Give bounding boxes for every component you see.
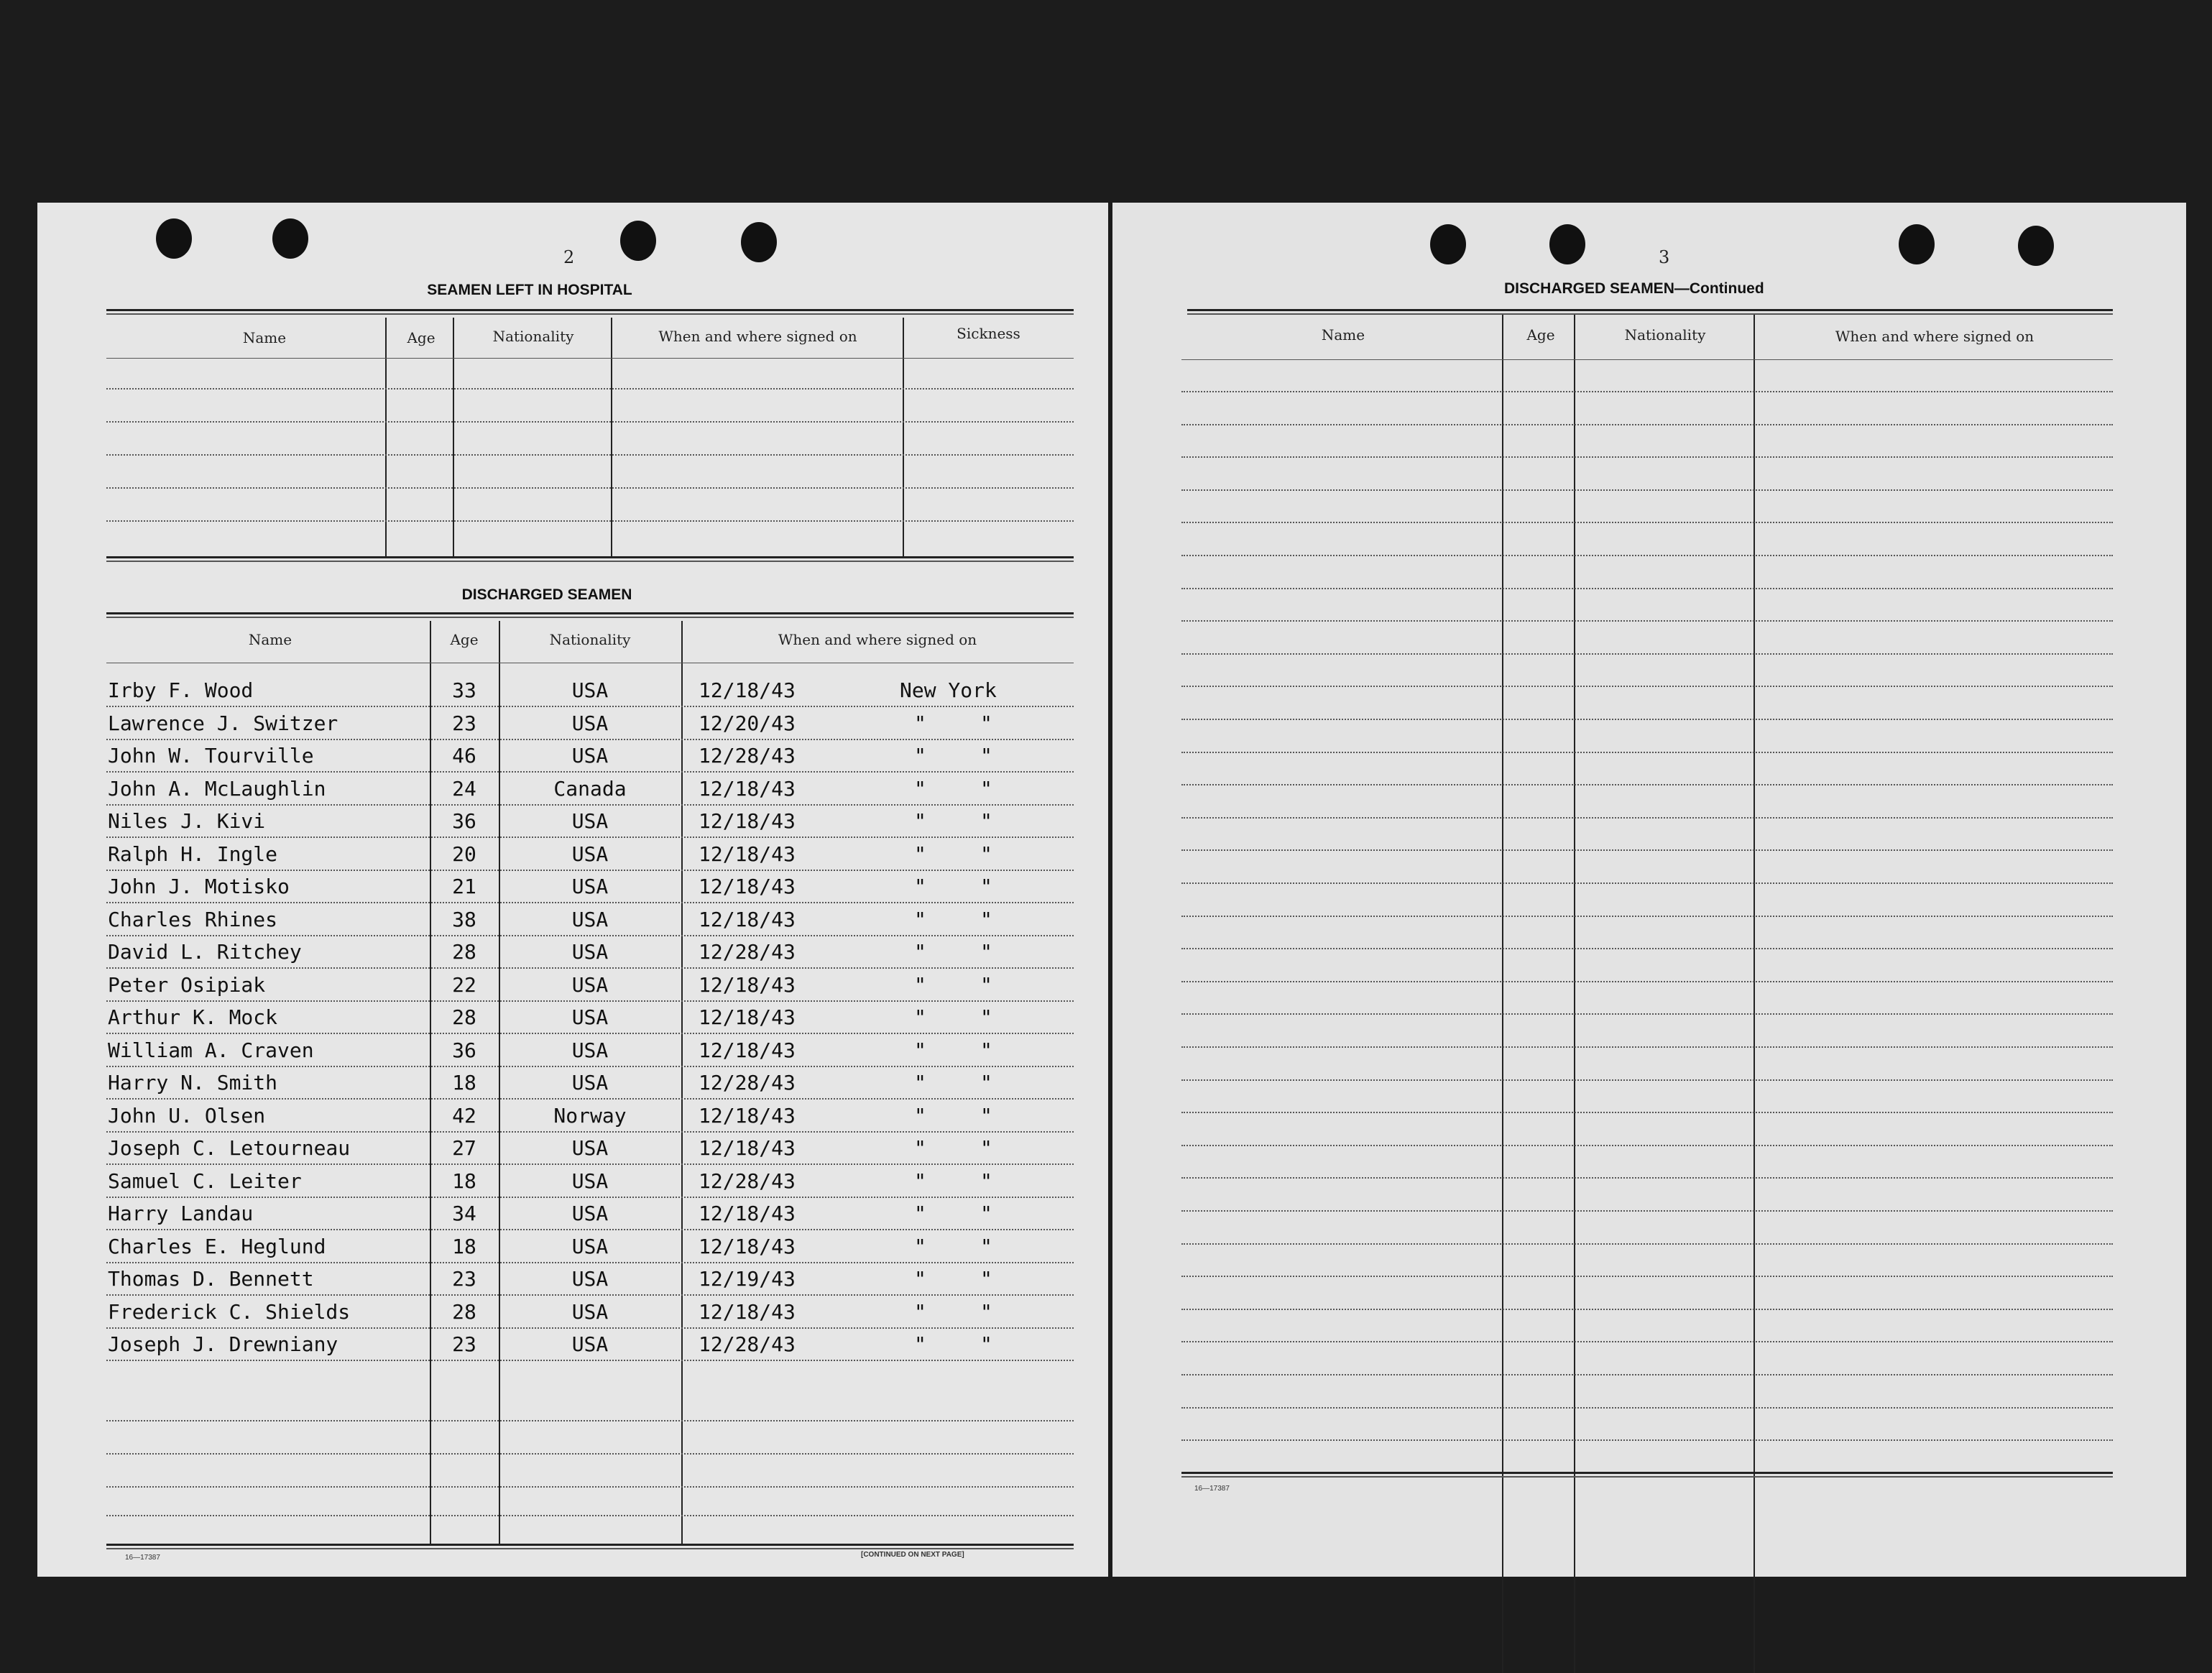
row-line bbox=[106, 520, 1074, 522]
seaman-age: 20 bbox=[452, 842, 476, 866]
right-title-main: DISCHARGED SEAMEN bbox=[1504, 280, 1674, 297]
seaman-name: Lawrence J. Switzer bbox=[108, 711, 338, 735]
row-line bbox=[106, 836, 1074, 838]
row-line bbox=[106, 902, 1074, 903]
row-line bbox=[1181, 849, 2113, 851]
seaman-nationality: USA bbox=[571, 1234, 609, 1258]
seaman-age: 36 bbox=[452, 809, 476, 833]
row-line bbox=[1181, 620, 2113, 622]
seaman-name: John J. Motisko bbox=[108, 875, 290, 898]
seaman-nationality: USA bbox=[571, 1136, 609, 1160]
right-section-title bbox=[1504, 280, 1764, 298]
row-line bbox=[1181, 588, 2113, 589]
seaman-signed-date: 12/18/43 bbox=[699, 809, 796, 833]
row-line bbox=[1181, 555, 2113, 556]
seaman-signed-place: " bbox=[980, 1103, 992, 1128]
row-line bbox=[106, 1453, 1074, 1455]
seaman-signed-date: 12/18/43 bbox=[699, 875, 796, 898]
seaman-signed-place: " bbox=[914, 972, 926, 997]
seaman-nationality: USA bbox=[571, 1267, 609, 1291]
seaman-signed-place: " bbox=[914, 809, 926, 833]
row-line bbox=[106, 1131, 1074, 1133]
seaman-nationality: USA bbox=[571, 711, 609, 735]
row-line bbox=[1181, 882, 2113, 884]
row-line bbox=[1181, 1013, 2113, 1015]
punch-hole bbox=[156, 218, 192, 259]
seaman-name: Charles Rhines bbox=[108, 907, 278, 931]
col-divider bbox=[681, 621, 683, 1545]
row-line bbox=[106, 1000, 1074, 1002]
seaman-signed-date: 12/18/43 bbox=[699, 1103, 796, 1128]
row-line bbox=[106, 421, 1074, 423]
row-line bbox=[106, 935, 1074, 936]
seaman-age: 42 bbox=[452, 1103, 476, 1128]
seaman-signed-place: " bbox=[980, 1136, 992, 1160]
row-line bbox=[106, 1515, 1074, 1516]
row-line bbox=[1181, 1145, 2113, 1146]
seaman-name: David L. Ritchey bbox=[108, 940, 302, 964]
rule bbox=[106, 612, 1074, 618]
seaman-signed-place: " bbox=[980, 1299, 992, 1324]
left-page bbox=[37, 203, 1108, 1577]
seaman-name: Joseph C. Letourneau bbox=[108, 1136, 351, 1160]
page-number: 2 bbox=[563, 247, 575, 267]
row-line bbox=[106, 771, 1074, 773]
right-col-nationality: Nationality bbox=[1624, 326, 1706, 344]
hospital-col-age: Age bbox=[407, 329, 436, 346]
seaman-signed-place: " bbox=[980, 875, 992, 898]
seaman-signed-place: " bbox=[980, 1234, 992, 1258]
seaman-name: John U. Olsen bbox=[108, 1103, 266, 1128]
hospital-section-title: SEAMEN LEFT IN HOSPITAL bbox=[427, 282, 632, 298]
seaman-signed-date: 12/18/43 bbox=[699, 678, 796, 702]
seaman-name: William A. Craven bbox=[108, 1038, 314, 1062]
seaman-nationality: USA bbox=[571, 842, 609, 866]
seaman-nationality: USA bbox=[571, 1071, 609, 1094]
seaman-signed-date: 12/18/43 bbox=[699, 972, 796, 997]
row-line bbox=[1181, 1309, 2113, 1310]
seaman-signed-date: 12/28/43 bbox=[699, 1169, 796, 1193]
seaman-signed-date: 12/18/43 bbox=[699, 1005, 796, 1029]
punch-hole bbox=[620, 221, 656, 261]
seaman-signed-place: " bbox=[914, 744, 926, 768]
right-col-age: Age bbox=[1526, 326, 1555, 344]
seaman-nationality: Norway bbox=[553, 1103, 627, 1128]
seaman-age: 23 bbox=[452, 1332, 476, 1356]
seaman-signed-place: " bbox=[914, 1202, 926, 1225]
col-divider bbox=[1574, 315, 1575, 1673]
form-number: 16—17387 bbox=[125, 1554, 160, 1562]
row-line bbox=[1181, 916, 2113, 917]
seaman-signed-date: 12/28/43 bbox=[699, 940, 796, 964]
form-number: 16—17387 bbox=[1194, 1485, 1230, 1493]
row-line bbox=[1181, 1276, 2113, 1277]
seaman-nationality: USA bbox=[571, 809, 609, 833]
punch-hole bbox=[1549, 224, 1585, 264]
seaman-signed-place: " bbox=[914, 1299, 926, 1324]
seaman-name: Arthur K. Mock bbox=[108, 1005, 278, 1029]
row-line bbox=[1181, 981, 2113, 982]
page-number: 3 bbox=[1659, 247, 1670, 267]
seaman-signed-date: 12/18/43 bbox=[699, 776, 796, 801]
row-line bbox=[1181, 456, 2113, 458]
seaman-signed-place: " bbox=[980, 1267, 992, 1291]
row-line bbox=[106, 1294, 1074, 1296]
seaman-signed-place: " bbox=[914, 1267, 926, 1291]
seaman-signed-date: 12/28/43 bbox=[699, 1332, 796, 1356]
seaman-age: 38 bbox=[452, 907, 476, 931]
seaman-signed-date: 12/19/43 bbox=[699, 1267, 796, 1291]
seaman-nationality: USA bbox=[571, 678, 609, 702]
seaman-signed-place: " bbox=[980, 809, 992, 833]
row-line bbox=[1181, 1079, 2113, 1081]
seaman-nationality: USA bbox=[571, 1169, 609, 1193]
seaman-signed-place: " bbox=[980, 907, 992, 931]
seaman-age: 18 bbox=[452, 1234, 476, 1258]
right-col-name: Name bbox=[1321, 326, 1365, 344]
right-page bbox=[1112, 203, 2186, 1577]
discharged-section-title: DISCHARGED SEAMEN bbox=[461, 586, 632, 603]
row-line bbox=[1181, 1439, 2113, 1441]
rule bbox=[106, 556, 1074, 562]
row-line bbox=[106, 1420, 1074, 1421]
row-line bbox=[106, 1163, 1074, 1165]
row-line bbox=[1181, 522, 2113, 523]
discharged-col-age: Age bbox=[450, 631, 479, 648]
seaman-signed-place: " bbox=[980, 940, 992, 964]
seaman-signed-date: 12/18/43 bbox=[699, 1202, 796, 1225]
row-line bbox=[1181, 1407, 2113, 1409]
seaman-signed-date: 12/18/43 bbox=[699, 907, 796, 931]
row-line bbox=[106, 706, 1074, 707]
seaman-nationality: USA bbox=[571, 1038, 609, 1062]
row-line bbox=[1181, 1341, 2113, 1342]
seaman-age: 23 bbox=[452, 1267, 476, 1291]
seaman-signed-place: " bbox=[914, 1103, 926, 1128]
discharged-col-signed-on: When and where signed on bbox=[778, 631, 977, 648]
seaman-signed-place: " bbox=[914, 842, 926, 866]
seaman-age: 28 bbox=[452, 940, 476, 964]
punch-hole bbox=[1899, 224, 1935, 264]
row-line bbox=[106, 1486, 1074, 1488]
seaman-age: 46 bbox=[452, 744, 476, 768]
col-divider bbox=[1502, 315, 1503, 1673]
seaman-age: 34 bbox=[452, 1202, 476, 1225]
header-underline bbox=[1181, 359, 2113, 360]
seaman-signed-date: 12/18/43 bbox=[699, 1299, 796, 1324]
hospital-col-signed-on: When and where signed on bbox=[658, 328, 857, 345]
punch-hole bbox=[1430, 224, 1466, 264]
row-line bbox=[106, 1327, 1074, 1329]
row-line bbox=[1181, 686, 2113, 687]
seaman-signed-place: " bbox=[980, 1332, 992, 1356]
row-line bbox=[106, 967, 1074, 969]
seaman-name: Peter Osipiak bbox=[108, 972, 266, 997]
hospital-col-name: Name bbox=[242, 329, 287, 346]
row-line bbox=[1181, 1210, 2113, 1212]
seaman-nationality: USA bbox=[571, 744, 609, 768]
seaman-name: Joseph J. Drewniany bbox=[108, 1332, 338, 1356]
row-line bbox=[106, 1033, 1074, 1034]
row-line bbox=[106, 1360, 1074, 1361]
seaman-signed-date: 12/18/43 bbox=[699, 1136, 796, 1160]
seaman-signed-place: " bbox=[914, 1005, 926, 1029]
seaman-signed-place: " bbox=[914, 1234, 926, 1258]
rule bbox=[106, 1544, 1074, 1549]
seaman-name: Samuel C. Leiter bbox=[108, 1169, 302, 1193]
row-line bbox=[1181, 948, 2113, 949]
seaman-age: 22 bbox=[452, 972, 476, 997]
seaman-age: 21 bbox=[452, 875, 476, 898]
seaman-nationality: USA bbox=[571, 1005, 609, 1029]
seaman-age: 18 bbox=[452, 1071, 476, 1094]
punch-hole bbox=[2018, 226, 2054, 266]
seaman-name: Harry Landau bbox=[108, 1202, 254, 1225]
row-line bbox=[1181, 784, 2113, 785]
seaman-signed-place: " bbox=[914, 875, 926, 898]
seaman-signed-place: " bbox=[980, 1005, 992, 1029]
seaman-age: 36 bbox=[452, 1038, 476, 1062]
seaman-signed-place: " bbox=[980, 972, 992, 997]
seaman-signed-date: 12/20/43 bbox=[699, 711, 796, 735]
row-line bbox=[1181, 719, 2113, 720]
seaman-name: Frederick C. Shields bbox=[108, 1299, 351, 1324]
seaman-name: Irby F. Wood bbox=[108, 678, 254, 702]
seaman-age: 28 bbox=[452, 1299, 476, 1324]
rule bbox=[106, 309, 1074, 315]
seaman-signed-place: " bbox=[914, 711, 926, 735]
row-line bbox=[106, 1098, 1074, 1100]
row-line bbox=[106, 388, 1074, 390]
seaman-nationality: Canada bbox=[553, 776, 627, 801]
row-line bbox=[106, 1262, 1074, 1263]
seaman-age: 27 bbox=[452, 1136, 476, 1160]
seaman-name: Charles E. Heglund bbox=[108, 1234, 326, 1258]
hospital-col-sickness: Sickness bbox=[957, 325, 1020, 342]
seaman-age: 28 bbox=[452, 1005, 476, 1029]
seaman-nationality: USA bbox=[571, 1202, 609, 1225]
seaman-name: Ralph H. Ingle bbox=[108, 842, 278, 866]
row-line bbox=[106, 487, 1074, 489]
seaman-nationality: USA bbox=[571, 1332, 609, 1356]
seaman-signed-place: " bbox=[980, 744, 992, 768]
row-line bbox=[1181, 1374, 2113, 1375]
continued-note: [CONTINUED ON NEXT PAGE] bbox=[861, 1551, 964, 1559]
row-line bbox=[1181, 391, 2113, 392]
row-line bbox=[106, 870, 1074, 871]
row-line bbox=[1181, 1112, 2113, 1113]
seaman-signed-date: 12/18/43 bbox=[699, 1234, 796, 1258]
row-line bbox=[1181, 752, 2113, 753]
seaman-name: Harry N. Smith bbox=[108, 1071, 278, 1094]
row-line bbox=[106, 454, 1074, 456]
right-title-suffix: —Continued bbox=[1674, 280, 1764, 297]
seaman-age: 23 bbox=[452, 711, 476, 735]
hospital-col-nationality: Nationality bbox=[492, 328, 574, 345]
seaman-nationality: USA bbox=[571, 972, 609, 997]
row-line bbox=[106, 739, 1074, 740]
seaman-signed-place: " bbox=[980, 1202, 992, 1225]
row-line bbox=[1181, 1243, 2113, 1245]
seaman-signed-place: " bbox=[914, 1038, 926, 1062]
seaman-signed-place: " bbox=[980, 711, 992, 735]
seaman-nationality: USA bbox=[571, 1299, 609, 1324]
seaman-signed-date: 12/28/43 bbox=[699, 744, 796, 768]
seaman-signed-place: " bbox=[914, 1071, 926, 1094]
header-underline bbox=[106, 358, 1074, 359]
seaman-signed-place: " bbox=[980, 1038, 992, 1062]
seaman-signed-date: 12/18/43 bbox=[699, 842, 796, 866]
punch-hole bbox=[272, 218, 308, 259]
seaman-signed-place: " bbox=[914, 776, 926, 801]
row-line bbox=[106, 1229, 1074, 1230]
seaman-name: John A. McLaughlin bbox=[108, 776, 326, 801]
row-line bbox=[1181, 489, 2113, 491]
row-line bbox=[106, 1066, 1074, 1067]
seaman-signed-place: " bbox=[914, 1332, 926, 1356]
discharged-col-nationality: Nationality bbox=[549, 631, 631, 648]
seaman-signed-place: " bbox=[980, 842, 992, 866]
seaman-signed-place: " bbox=[980, 1169, 992, 1193]
col-divider bbox=[1754, 315, 1755, 1673]
row-line bbox=[1181, 424, 2113, 425]
rule bbox=[1181, 1472, 2113, 1478]
seaman-name: Niles J. Kivi bbox=[108, 809, 266, 833]
seaman-age: 18 bbox=[452, 1169, 476, 1193]
rule bbox=[1187, 309, 2113, 315]
seaman-nationality: USA bbox=[571, 907, 609, 931]
punch-hole bbox=[741, 222, 777, 262]
seaman-signed-place: " bbox=[914, 1136, 926, 1160]
row-line bbox=[1181, 653, 2113, 655]
seaman-signed-date: 12/18/43 bbox=[699, 1038, 796, 1062]
row-line bbox=[106, 804, 1074, 806]
seaman-signed-place: " bbox=[980, 1071, 992, 1094]
seaman-age: 33 bbox=[452, 678, 476, 702]
row-line bbox=[1181, 817, 2113, 819]
discharged-col-name: Name bbox=[248, 631, 292, 648]
seaman-signed-place: " bbox=[914, 907, 926, 931]
seaman-age: 24 bbox=[452, 776, 476, 801]
seaman-signed-place: " bbox=[914, 1169, 926, 1193]
seaman-signed-place: " bbox=[980, 776, 992, 801]
row-line bbox=[1181, 1046, 2113, 1048]
row-line bbox=[106, 1197, 1074, 1198]
seaman-signed-place: New York bbox=[900, 678, 997, 702]
seaman-nationality: USA bbox=[571, 940, 609, 964]
seaman-name: Thomas D. Bennett bbox=[108, 1267, 314, 1291]
seaman-name: John W. Tourville bbox=[108, 744, 314, 768]
seaman-nationality: USA bbox=[571, 875, 609, 898]
seaman-signed-date: 12/28/43 bbox=[699, 1071, 796, 1094]
seaman-signed-place: " bbox=[914, 940, 926, 964]
row-line bbox=[1181, 1177, 2113, 1179]
right-col-signed-on: When and where signed on bbox=[1835, 328, 2034, 345]
